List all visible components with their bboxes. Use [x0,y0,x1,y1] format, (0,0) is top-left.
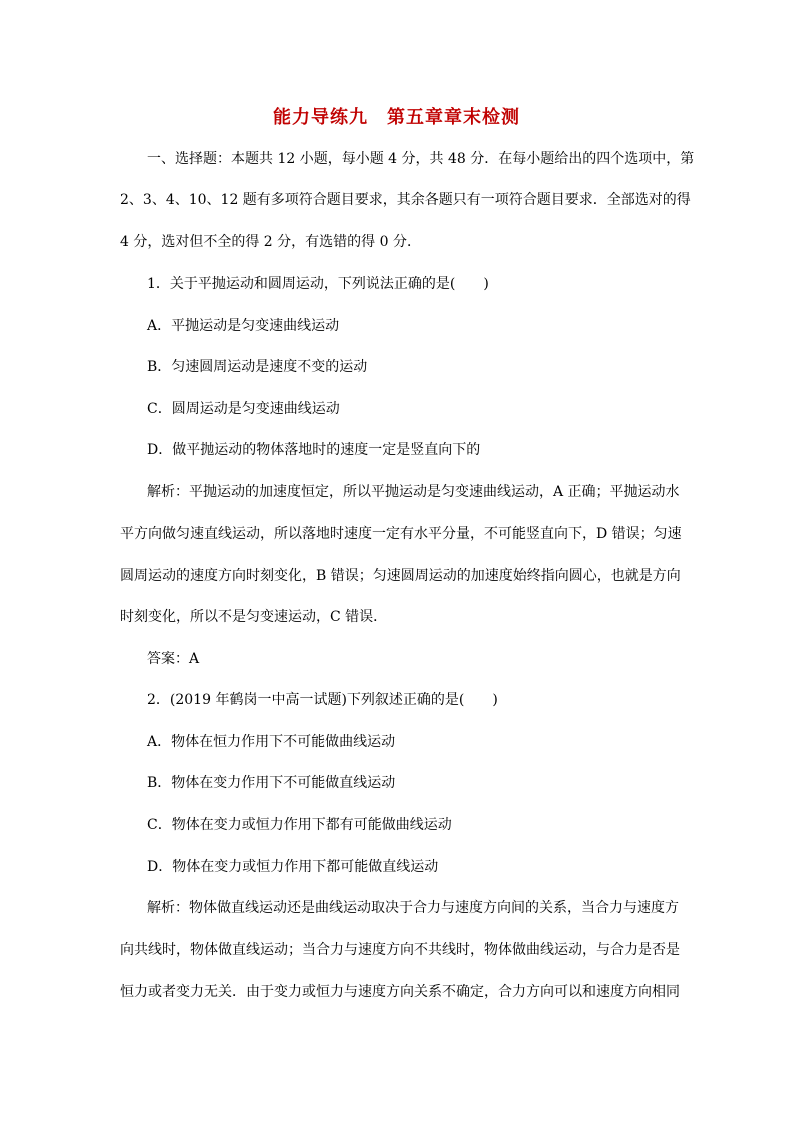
question-1-option-d: D．做平抛运动的物体落地时的速度一定是竖直向下的 [147,442,481,458]
intro-line: 4 分，选对但不全的得 2 分，有选错的得 0 分． [120,234,421,250]
question-1-analysis-line: 解析：平抛运动的加速度恒定，所以平抛运动是匀变速曲线运动，A 正确；平抛运动水 [147,484,680,500]
question-1-analysis-line: 圆周运动的速度方向时刻变化，B 错误；匀速圆周运动的加速度始终指向圆心，也就是方向 [120,568,681,584]
question-1-option-b: B．匀速圆周运动是速度不变的运动 [147,359,368,375]
page-title: 能力导练九 第五章章末检测 [273,107,520,128]
question-2-analysis-line: 解析：物体做直线运动还是曲线运动取决于合力与速度方向间的关系，当合力与速度方 [147,900,679,916]
intro-line: 一、选择题：本题共 12 小题，每小题 4 分，共 48 分．在每小题给出的四个选项中，第 [147,151,695,167]
question-2-option-d: D．物体在变力或恒力作用下都可能做直线运动 [147,859,439,875]
question-1-answer: 答案：A [147,651,200,667]
question-2-analysis-line: 恒力或者变力无关．由于变力或恒力与速度方向关系不确定，合力方向可以和速度方向相同 [120,984,680,1000]
question-2-stem: 2．(2019 年鹤岗一中高一试题)下列叙述正确的是( ) [147,692,498,708]
question-1-analysis-line: 时刻变化，所以不是匀变速运动，C 错误． [120,609,388,625]
question-1-option-a: A．平抛运动是匀变速曲线运动 [147,318,340,334]
intro-line: 2、3、4、10、12 题有多项符合题目要求，其余各题只有一项符合题目要求．全部选对的得 [120,192,691,208]
question-2-option-b: B．物体在变力作用下不可能做直线运动 [147,775,396,791]
question-2-option-c: C．物体在变力或恒力作用下都有可能做曲线运动 [147,817,452,833]
question-1-stem: 1．关于平抛运动和圆周运动，下列说法正确的是( ) [147,276,489,292]
question-1-option-c: C．圆周运动是匀变速曲线运动 [147,401,340,417]
question-2-analysis-line: 向共线时，物体做直线运动；当合力与速度方向不共线时，物体做曲线运动，与合力是否是 [120,942,680,958]
question-2-option-a: A．物体在恒力作用下不可能做曲线运动 [147,734,396,750]
question-1-analysis-line: 平方向做匀速直线运动，所以落地时速度一定有水平分量，不可能竖直向下，D 错误；匀速 [120,526,682,542]
